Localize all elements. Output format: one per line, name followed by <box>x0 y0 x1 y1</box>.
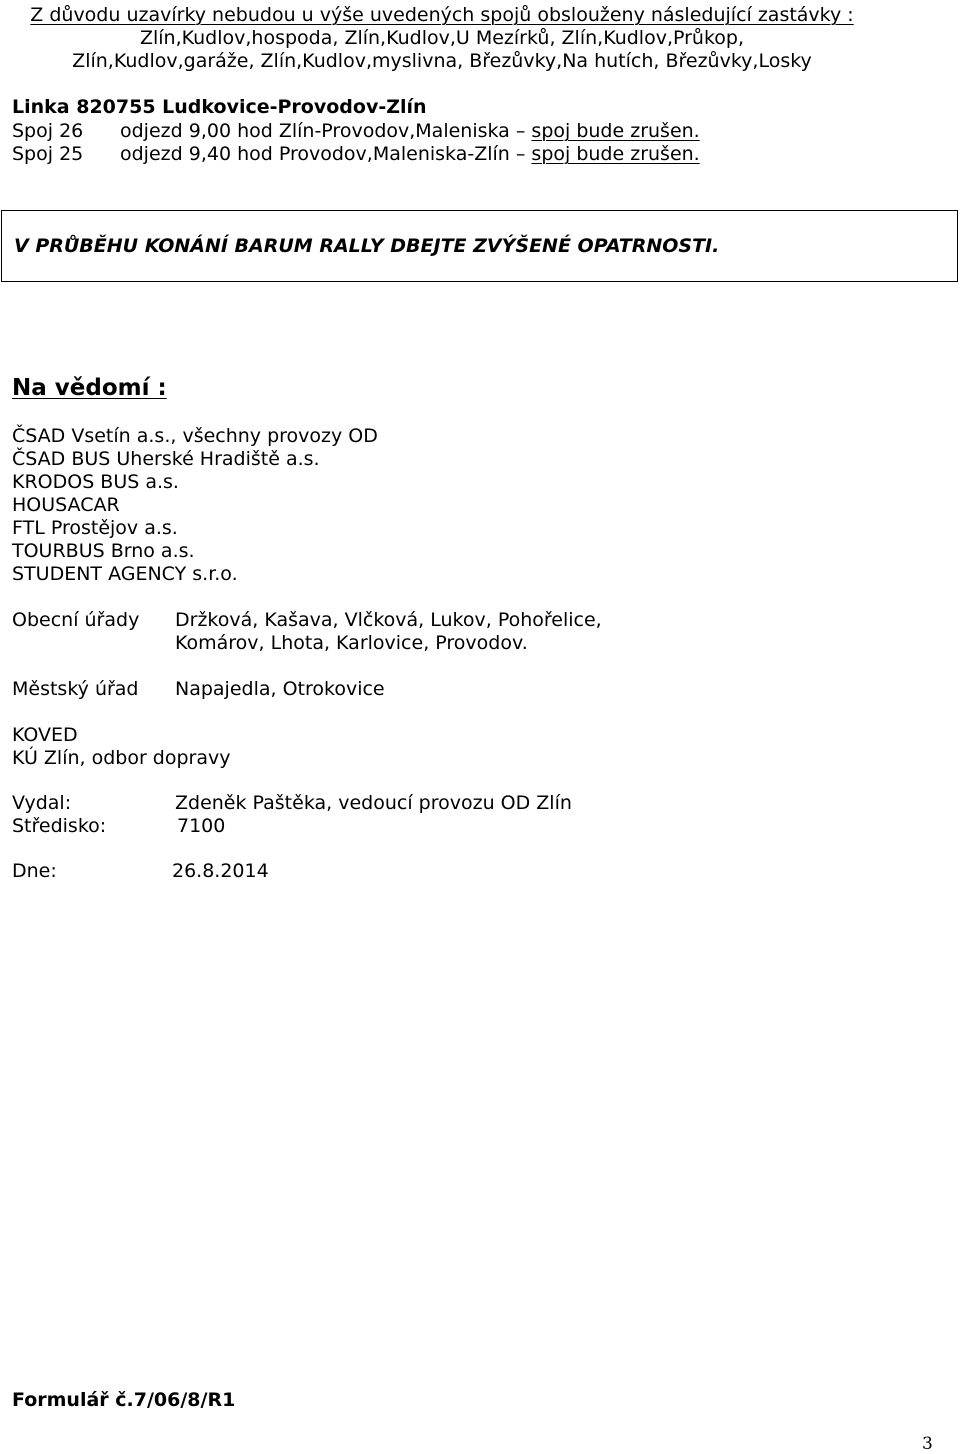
cc-company: STUDENT AGENCY s.r.o. <box>12 563 238 585</box>
spoj-25-status: spoj bude zrušen. <box>531 143 700 165</box>
mestsky-urad-value: Napajedla, Otrokovice <box>175 678 385 700</box>
spoj-26-status: spoj bude zrušen. <box>531 120 700 142</box>
spoj-25-dash: – <box>515 143 526 165</box>
date-label: Dne: <box>12 860 57 882</box>
spoj-26-label: Spoj 26 <box>12 120 84 142</box>
date-value: 26.8.2014 <box>172 860 269 882</box>
spoj-26-row <box>120 120 700 143</box>
cc-company: TOURBUS Brno a.s. <box>12 540 195 562</box>
cc-company: ČSAD BUS Uherské Hradiště a.s. <box>12 448 320 470</box>
closed-stops-intro: Z důvodu uzavírky nebudou u výše uvedených spojů obslouženy následující zastávky : <box>30 4 854 26</box>
obecni-urady-line-2: Komárov, Lhota, Karlovice, Provodov. <box>175 632 528 654</box>
spoj-25-detail: odjezd 9,40 hod Provodov,Maleniska-Zlín <box>120 143 510 165</box>
stredisko-value: 7100 <box>177 815 226 837</box>
line-title: Linka 820755 Ludkovice-Provodov-Zlín <box>12 96 427 118</box>
spoj-26-detail: odjezd 9,00 hod Zlín-Provodov,Maleniska <box>120 120 510 142</box>
cc-other: KOVED <box>12 724 78 746</box>
warning-text: V PRŮBĚHU KONÁNÍ BARUM RALLY DBEJTE ZVÝŠENÉ OPATRNOSTI. <box>14 235 720 257</box>
form-id: Formulář č.7/06/8/R1 <box>12 1389 236 1411</box>
cc-company: HOUSACAR <box>12 494 120 516</box>
vydal-value: Zdeněk Paštěka, vedoucí provozu OD Zlín <box>175 792 572 814</box>
page-number: 3 <box>922 1434 933 1454</box>
closed-stops-list-line-1: Zlín,Kudlov,hospoda, Zlín,Kudlov,U Mezírků, Zlín,Kudlov,Průkop, <box>139 27 745 49</box>
stredisko-label: Středisko: <box>12 815 107 837</box>
spoj-26-dash: – <box>515 120 526 142</box>
cc-heading: Na vědomí : <box>12 375 167 401</box>
vydal-label: Vydal: <box>12 792 72 814</box>
cc-company: KRODOS BUS a.s. <box>12 471 179 493</box>
closed-stops-notice <box>12 4 872 73</box>
closed-stops-list-line-2: Zlín,Kudlov,garáže, Zlín,Kudlov,myslivna, Březůvky,Na hutích, Březůvky,Losky <box>72 50 812 72</box>
spoj-25-label: Spoj 25 <box>12 143 84 165</box>
cc-other: KÚ Zlín, odbor dopravy <box>12 747 231 769</box>
warning-box <box>1 210 958 282</box>
mestsky-urad-label: Městský úřad <box>12 678 139 700</box>
cc-company: ČSAD Vsetín a.s., všechny provozy OD <box>12 425 378 447</box>
cc-company: FTL Prostějov a.s. <box>12 517 178 539</box>
obecni-urady-line-1: Držková, Kašava, Vlčková, Lukov, Pohořelice, <box>175 609 602 631</box>
obecni-urady-label: Obecní úřady <box>12 609 140 631</box>
spoj-25-row <box>120 143 700 166</box>
